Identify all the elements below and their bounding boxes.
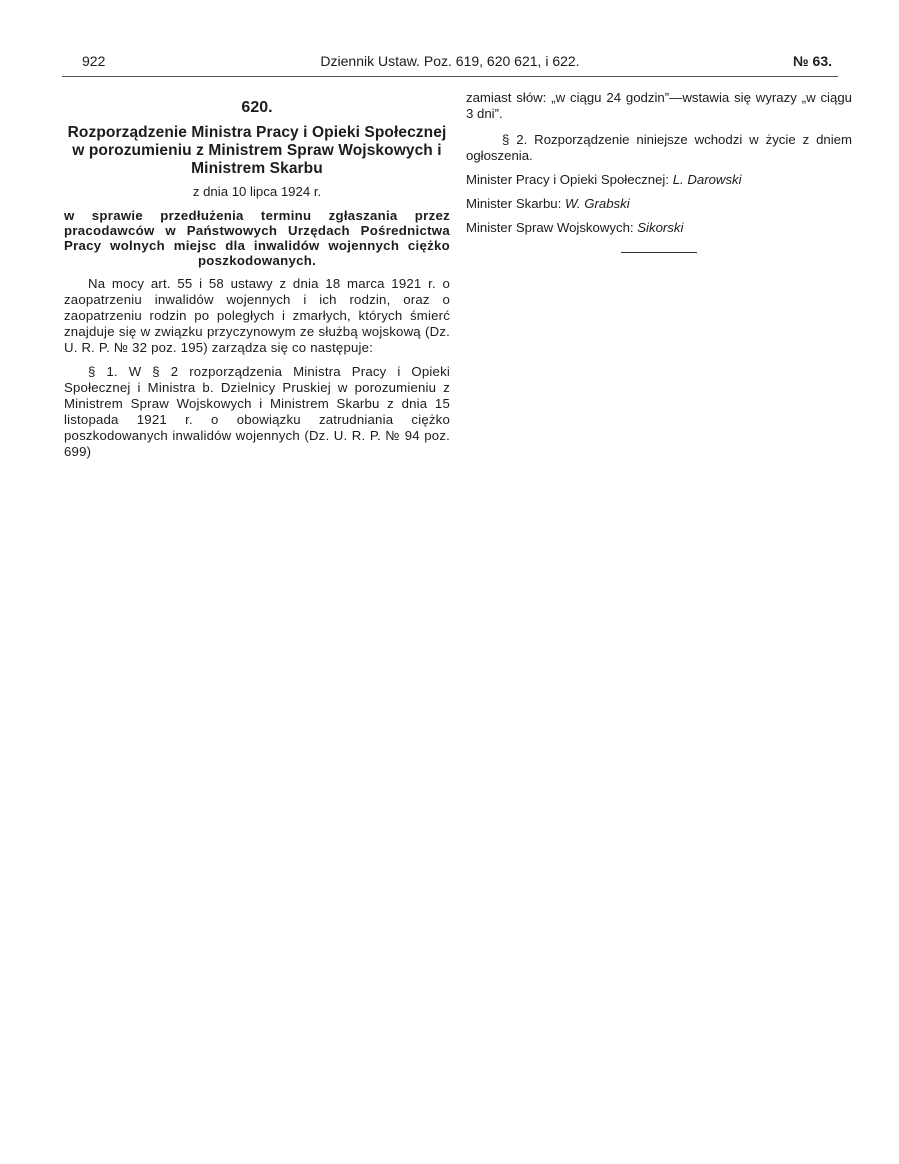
signature-labor: [466, 172, 852, 188]
issue-number: № 63.: [793, 53, 832, 69]
page-number: 922: [82, 53, 106, 69]
left-column: [64, 90, 450, 460]
act-title: Rozporządzenie Ministra Pracy i Opieki Społecznej w porozumieniu z Ministrem Spraw Wojskowych i Ministrem Skarbu: [67, 124, 447, 177]
act-number: 620.: [241, 99, 273, 116]
page-header: [62, 53, 838, 75]
signature-role: Minister Pracy i Opieki Społecznej:: [466, 172, 670, 187]
act-date: z dnia 10 lipca 1924 r.: [192, 184, 322, 199]
section-1: § 1. W § 2 rozporządzenia Ministra Pracy i Opieki Społecznej i Ministra b. Dzielnicy Pruskiej w porozumieniu z Ministrem Spraw Wojskowych i Ministrem Skarbu z dnia 15 listopada 1921 r. o obowiązku zatrudniania ciężko poszkodowanych inwalidów wojennych (Dz. U. R. P. № 94 poz. 699): [64, 364, 450, 459]
right-column: [466, 90, 852, 253]
signature-role: Minister Spraw Wojskowych:: [466, 220, 634, 235]
act-subject: w sprawie przedłużenia terminu zgłaszania przez pracodawców w Państwowych Urzędach Pośrednictwa Pracy wolnych miejsc dla inwalidów wojennych ciężko poszkodowanych.: [64, 208, 450, 268]
intro-paragraph: Na mocy art. 55 i 58 ustawy z dnia 18 marca 1921 r. o zaopatrzeniu inwalidów wojennych i ich rodzin, oraz o zaopatrzeniu rodzin po poległych i zmarłych, których śmierć znajduje się w związku przyczynowym ze służbą wojskową (Dz. U. R. P. № 32 poz. 195) zarządza się co następuje:: [64, 276, 450, 355]
signature-treasury: [466, 196, 852, 212]
section-1-continuation: zamiast słów: „w ciągu 24 godzin”—wstawia się wyrazy „w ciągu 3 dni”.: [466, 90, 852, 121]
signature-name: L. Darowski: [672, 172, 742, 187]
section-2: § 2. Rozporządzenie niniejsze wchodzi w życie z dniem ogłoszenia.: [466, 132, 852, 163]
journal-title: Dziennik Ustaw. Poz. 619, 620 621, i 622.: [320, 53, 580, 69]
signature-role: Minister Skarbu:: [466, 196, 562, 211]
signature-military: [466, 220, 852, 236]
end-rule: [621, 252, 697, 253]
header-rule: [62, 76, 838, 77]
signature-name: W. Grabski: [564, 196, 630, 211]
signature-name: Sikorski: [637, 220, 684, 235]
